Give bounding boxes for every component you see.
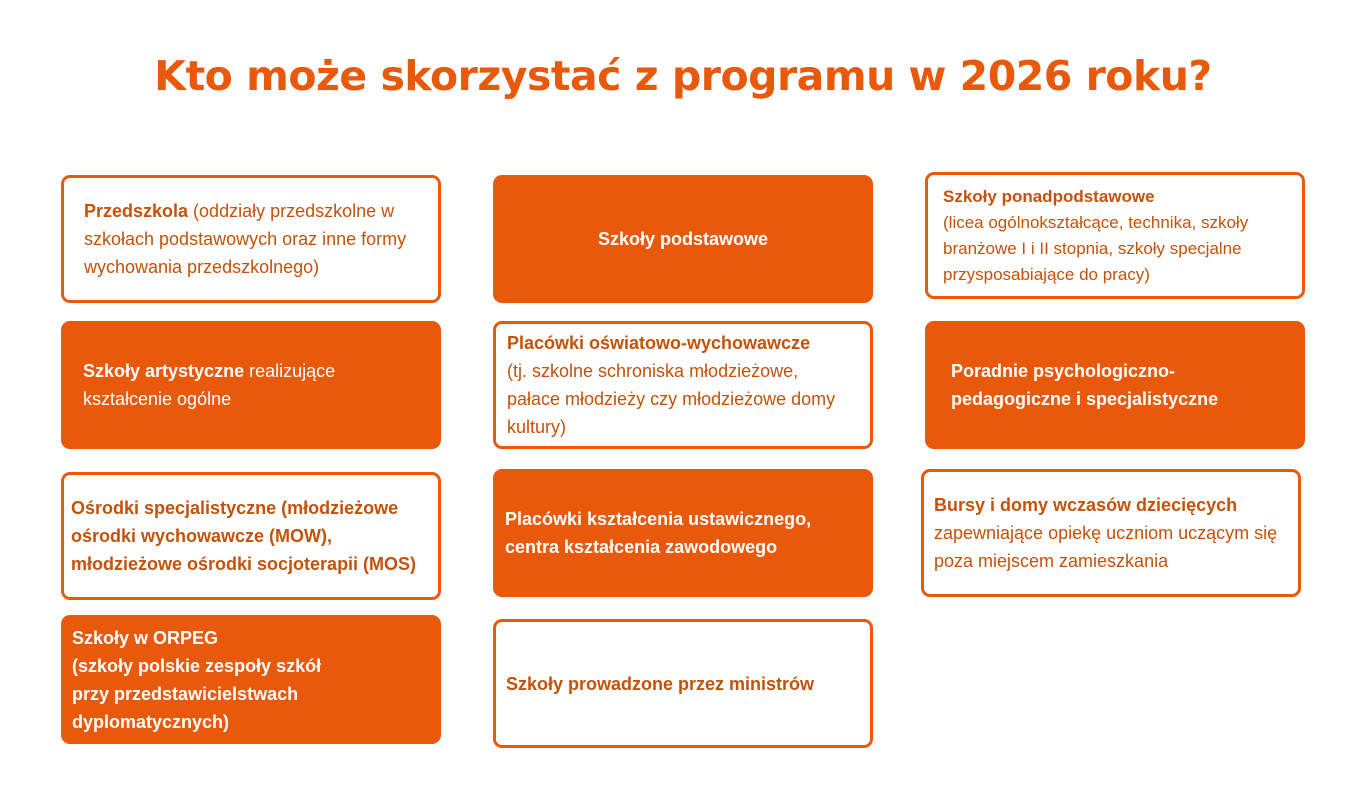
box-placowki-oswiatowo-desc: (tj. szkolne schroniska młodzieżowe, pałace młodzieży czy młodzieżowe domy kultury) xyxy=(507,361,836,437)
box-osrodki xyxy=(61,472,441,600)
box-szkoly-ponadpodstawowe-title: Szkoły ponadpodstawowe xyxy=(943,186,1155,206)
page-title: Kto może skorzystać z programu w 2026 roku? xyxy=(154,52,1212,100)
box-poradnie-title: Poradnie psychologiczno-pedagogiczne i specjalistyczne xyxy=(951,361,1219,409)
box-orpeg xyxy=(61,615,441,744)
box-szkoly-ponadpodstawowe xyxy=(925,172,1305,299)
box-orpeg-line4: dyplomatycznych) xyxy=(72,711,230,732)
box-orpeg-line2: (szkoły polskie zespoły szkół xyxy=(72,655,322,676)
box-szkoly-artystyczne-title: Szkoły artystyczne xyxy=(83,361,245,381)
box-bursy xyxy=(921,469,1301,597)
box-szkoly-podstawowe xyxy=(493,175,873,303)
box-przedszkola-content xyxy=(84,197,420,281)
box-ministrow-title: Szkoły prowadzone przez ministrów xyxy=(506,673,815,694)
box-szkoly-ponadpodstawowe-desc: (licea ogólnokształcące, technika, szkoły branżowe I i II stopnia, szkoły specjalne przysposabiające do pracy) xyxy=(943,212,1249,284)
box-placowki-oswiatowo xyxy=(493,321,873,449)
box-szkoly-artystyczne xyxy=(61,321,441,449)
box-bursy-desc: zapewniające opiekę uczniom uczącym się poza miejscem zamieszkania xyxy=(934,523,1278,571)
box-placowki-oswiatowo-title: Placówki oświatowo-wychowawcze xyxy=(507,333,811,353)
box-przedszkola xyxy=(61,175,441,303)
box-placowki-ustawiczne-title: Placówki kształcenia ustawicznego, centra kształcenia zawodowego xyxy=(505,509,812,557)
box-bursy-title: Bursy i domy wczasów dziecięcych xyxy=(934,495,1238,515)
box-poradnie xyxy=(925,321,1305,449)
box-ministrow xyxy=(493,619,873,748)
box-przedszkola-desc: (oddziały przedszkolne w szkołach podstawowych oraz inne formy wychowania przedszkolnego) xyxy=(84,201,407,277)
box-szkoly-artystyczne-desc: realizujące kształcenie ogólne xyxy=(83,361,336,409)
box-orpeg-line3: przy przedstawicielstwach xyxy=(72,683,299,704)
box-orpeg-line1: Szkoły w ORPEG xyxy=(72,627,219,648)
box-przedszkola-title: Przedszkola xyxy=(84,201,189,221)
box-placowki-ustawiczne xyxy=(493,469,873,597)
box-szkoly-podstawowe-title: Szkoły podstawowe xyxy=(597,229,769,249)
box-szkoly-artystyczne-content xyxy=(83,357,401,413)
box-osrodki-title: Ośrodki specjalistyczne (młodzieżowe ośrodki wychowawcze (MOW), młodzieżowe ośrodki socjoterapii (MOS) xyxy=(71,498,417,574)
